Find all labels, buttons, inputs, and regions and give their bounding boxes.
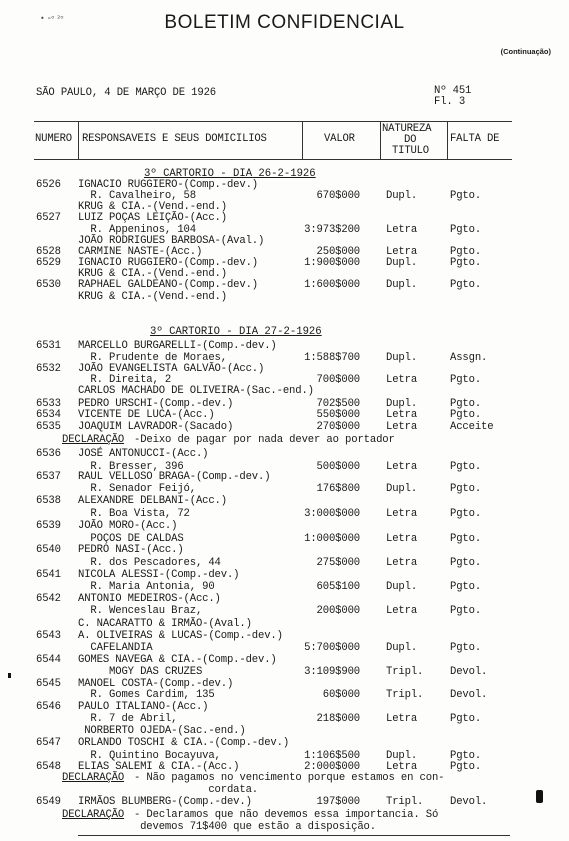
entry-falta: Pgto. [450, 374, 482, 386]
entry-falta: Pgto. [450, 409, 482, 421]
entry-text: CARMINE NASTE-(Acc.) [78, 246, 203, 258]
entry-falta: Pgto. [450, 398, 482, 410]
entry-text: ALEXANDRE DELBANI-(Acc.) [78, 495, 227, 507]
header-divider [447, 121, 448, 159]
entry-value: 1:588$700 [304, 352, 360, 364]
entry-text: KRUG & CIA.-(Vend.-end.) [78, 291, 227, 303]
entry-text: RAPHAEL GALDEANO-(Comp.-dev.) [78, 279, 259, 291]
place-date: SÃO PAULO, 4 DE MARÇO DE 1926 [36, 87, 217, 99]
entry-value: 3:973$200 [304, 224, 360, 236]
entry-number: 6547 [36, 737, 61, 749]
entry-text: CARLOS MACHADO DE OLIVEIRA-(Sac.-end.) [78, 385, 314, 397]
header-divider [78, 121, 79, 159]
col-responsaveis: RESPONSAVEIS E SEUS DOMICILIOS [82, 133, 267, 145]
margin-mark [536, 790, 543, 803]
entry-number: 6526 [36, 179, 61, 191]
entry-text: PEDRO URSCHI-(Comp.-dev.) [78, 398, 234, 410]
entry-text: R. Direita, 2 [78, 374, 172, 386]
header-bottom-rule [34, 159, 512, 160]
entry-value: 250$000 [316, 246, 360, 258]
entry-number: 6540 [36, 544, 61, 556]
entry-text: A. OLIVEIRAS & LUCAS-(Comp.-dev.) [78, 630, 283, 642]
entry-nature: Dupl. [386, 483, 418, 495]
entry-text: R. Prudente de Moraes, [78, 352, 227, 364]
entry-nature: Dupl. [386, 257, 418, 269]
entry-number: 6545 [36, 678, 61, 690]
entry-text: R. Quintino Bocayuva, [78, 750, 221, 762]
entry-falta: Pgto. [450, 461, 482, 473]
entry-text: ORLANDO TOSCHI & CIA.-(Comp.-dev.) [78, 737, 290, 749]
entry-nature: Letra [386, 374, 418, 386]
entry-text: R. Cavalheiro, 58 [78, 190, 196, 202]
entry-number: 6544 [36, 654, 61, 666]
entry-nature: Dupl. [386, 642, 418, 654]
entry-falta: Pgto. [450, 557, 482, 569]
entry-number: 6535 [36, 421, 61, 433]
entry-text: GOMES NAVEGA & CIA.-(Comp.-dev.) [78, 654, 277, 666]
entry-number: 6542 [36, 593, 61, 605]
entry-nature: Tripl. [386, 666, 424, 678]
entry-number: 6534 [36, 409, 61, 421]
declaration-label: DECLARAÇÃO [62, 772, 125, 784]
entry-text: MANOEL COSTA-(Comp.-dev.) [78, 678, 234, 690]
entry-text: R. Wenceslau Braz, [78, 605, 203, 617]
entry-value: 197$000 [316, 796, 360, 808]
entry-text: R. Appeninos, 104 [78, 224, 196, 236]
entry-nature: Dupl. [386, 190, 418, 202]
entry-text: R. Maria Antonia, 90 [78, 581, 215, 593]
entry-text: R. Gomes Cardim, 135 [78, 689, 215, 701]
entry-falta: Pgto. [450, 581, 482, 593]
entry-number: 6529 [36, 257, 61, 269]
entry-falta: Pgto. [450, 224, 482, 236]
entry-falta: Devol. [450, 666, 488, 678]
entry-text: devemos 71$400 que estão a disposição. [78, 821, 376, 833]
entry-number: 6539 [36, 520, 61, 532]
entry-text: C. NACARATTO & IRMÃO-(Aval.) [78, 618, 252, 630]
header-divider [302, 121, 303, 159]
entry-nature: Letra [386, 461, 418, 473]
entry-text: R. dos Pescadores, 44 [78, 557, 221, 569]
entry-number: 6543 [36, 630, 61, 642]
entry-value: 1:600$000 [304, 279, 360, 291]
entry-nature: Letra [386, 224, 418, 236]
entry-number: 6532 [36, 363, 61, 375]
sheet-number: Fl. 3 [434, 96, 466, 108]
entry-falta: Pgto. [450, 257, 482, 269]
margin-mark [8, 673, 11, 678]
entry-text: IGNACIO RUGGIERO-(Comp.-dev.) [78, 257, 259, 269]
header-top-rule [34, 121, 512, 122]
col-numero: NUMERO [35, 133, 72, 145]
document-title: BOLETIM CONFIDENCIAL [164, 12, 405, 33]
entry-falta: Pgto. [450, 246, 482, 258]
entry-falta: Devol. [450, 796, 488, 808]
entry-falta: Pgto. [450, 642, 482, 654]
entry-text: VICENTE DE LUCA-(Acc.) [78, 409, 215, 421]
entry-number: 6527 [36, 212, 61, 224]
entry-value: 176$800 [316, 483, 360, 495]
entry-nature: Dupl. [386, 279, 418, 291]
entry-value: 670$000 [316, 190, 360, 202]
entry-text: CAFELANDIA [78, 642, 153, 654]
entry-number: 6533 [36, 398, 61, 410]
col-natureza-2: DO [404, 134, 417, 146]
bottom-rule [78, 835, 510, 836]
declaration-text: -Deixo de pagar por nada dever ao portador [134, 434, 395, 446]
entry-text: ELIAS SALEMI & CIA.-(Acc.) [78, 761, 240, 773]
entry-value: 218$000 [316, 713, 360, 725]
entry-number: 6549 [36, 796, 61, 808]
entry-falta: Acceite [450, 421, 494, 433]
entry-nature: Letra [386, 421, 418, 433]
entry-text: JOSÉ ANTONUCCI-(Acc.) [78, 448, 209, 460]
continuation-label: (Continuação) [500, 47, 551, 56]
col-natureza-1: NATUREZA [382, 123, 432, 135]
entry-value: 2:000$000 [304, 761, 360, 773]
entry-text: NORBERTO OJEDA-(Sac.-end.) [78, 725, 246, 737]
bulletin-number: Nº 451 [434, 85, 472, 97]
entry-number: 6531 [36, 340, 61, 352]
entry-number: 6541 [36, 569, 61, 581]
entry-value: 702$500 [316, 398, 360, 410]
top-marks: • ⁃ᵒ ²ᵒ [40, 14, 64, 23]
entry-text: PEDRO NASI-(Acc.) [78, 544, 184, 556]
entry-nature: Dupl. [386, 398, 418, 410]
entry-nature: Letra [386, 605, 418, 617]
entry-text: cordata. [78, 784, 259, 796]
entry-nature: Letra [386, 557, 418, 569]
col-valor: VALOR [324, 133, 355, 145]
entry-number: 6538 [36, 495, 61, 507]
entry-falta: Pgto. [450, 190, 482, 202]
entry-value: 700$000 [316, 374, 360, 386]
entry-falta: Pgto. [450, 533, 482, 545]
entry-nature: Tripl. [386, 689, 424, 701]
entry-value: 550$000 [316, 409, 360, 421]
entry-value: 3:109$900 [304, 666, 360, 678]
entry-value: 1:000$000 [304, 533, 360, 545]
declaration-label: DECLARAÇÃO [62, 434, 125, 446]
header-divider [380, 121, 381, 159]
entry-number: 6530 [36, 279, 61, 291]
entry-number: 6537 [36, 471, 61, 483]
entry-number: 6536 [36, 448, 61, 460]
entry-text: R. Boa Vista, 72 [78, 508, 190, 520]
entry-falta: Pgto. [450, 483, 482, 495]
entry-text: MARCELLO BURGARELLI-(Comp.-dev.) [78, 340, 277, 352]
entry-value: 605$100 [316, 581, 360, 593]
entry-value: 200$000 [316, 605, 360, 617]
declaration-text: - Declaramos que não devemos essa importancia. Só [134, 809, 439, 821]
entry-text: JOAQUIM LAVRADOR-(Sacado) [78, 421, 234, 433]
entry-value: 3:000$000 [304, 508, 360, 520]
entry-nature: Letra [386, 246, 418, 258]
entry-value: 5:700$000 [304, 642, 360, 654]
entry-text: NICOLA ALESSI-(Comp.-dev.) [78, 569, 240, 581]
entry-nature: Dupl. [386, 581, 418, 593]
declaration-label: DECLARAÇÃO [62, 809, 125, 821]
entry-falta: Pgto. [450, 761, 482, 773]
entry-number: 6548 [36, 761, 61, 773]
entry-falta: Assgn. [450, 352, 488, 364]
entry-nature: Letra [386, 761, 418, 773]
entry-nature: Tripl. [386, 796, 424, 808]
entry-text: KRUG & CIA.-(Vend.-end.) [78, 201, 227, 213]
entry-nature: Letra [386, 508, 418, 520]
col-falta: FALTA DE [450, 133, 500, 145]
entry-value: 500$000 [316, 461, 360, 473]
entry-text: IRMÃOS BLUMBERG-(Comp.-dev.) [78, 796, 252, 808]
entry-text: MOGY DAS CRUZES [78, 666, 203, 678]
entry-text: JOÃO RODRIGUES BARBOSA-(Aval.) [78, 235, 265, 247]
entry-text: R. 7 de Abril, [78, 713, 178, 725]
entry-falta: Devol. [450, 689, 488, 701]
entry-value: 60$000 [322, 689, 360, 701]
entry-value: 1:106$500 [304, 750, 360, 762]
entry-text: R. Bresser, 396 [78, 461, 184, 473]
entry-falta: Pgto. [450, 508, 482, 520]
entry-nature: Dupl. [386, 750, 418, 762]
entry-value: 270$000 [316, 421, 360, 433]
entry-falta: Pgto. [450, 279, 482, 291]
entry-nature: Letra [386, 713, 418, 725]
col-natureza-3: TITULO [392, 145, 429, 157]
entry-value: 275$000 [316, 557, 360, 569]
entry-text: ANTONIO MEDEIROS-(Acc.) [78, 593, 221, 605]
entry-falta: Pgto. [450, 750, 482, 762]
entry-text: RAUL VELLOSO BRAGA-(Comp.-dev.) [78, 471, 271, 483]
entry-text: JOÃO EVANGELISTA GALVÃO-(Acc.) [78, 363, 265, 375]
entry-falta: Pgto. [450, 713, 482, 725]
entry-text: PAULO ITALIANO-(Acc.) [78, 701, 209, 713]
entry-text: R. Senador Feijó, [78, 483, 196, 495]
entry-nature: Letra [386, 409, 418, 421]
entry-value: 1:900$000 [304, 257, 360, 269]
entry-text: JOÃO MORO-(Acc.) [78, 520, 178, 532]
entry-text: POÇOS DE CALDAS [78, 533, 184, 545]
entry-nature: Dupl. [386, 352, 418, 364]
entry-text: KRUG & CIA.-(Vend.-end.) [78, 268, 227, 280]
section-heading: 3º CARTORIO - DIA 27-2-1926 [150, 326, 322, 338]
entry-falta: Pgto. [450, 605, 482, 617]
declaration-text: - Não pagamos no vencimento porque estamos en con- [134, 772, 445, 784]
entry-text: IGNACIO RUGGIERO-(Comp.-dev.) [78, 179, 259, 191]
entry-nature: Letra [386, 533, 418, 545]
entry-text: LUIZ POÇAS LEIÇÃO-(Acc.) [78, 212, 227, 224]
entry-number: 6528 [36, 246, 61, 258]
section-heading: 3º CARTORIO - DIA 26-2-1926 [144, 168, 316, 180]
entry-number: 6546 [36, 701, 61, 713]
